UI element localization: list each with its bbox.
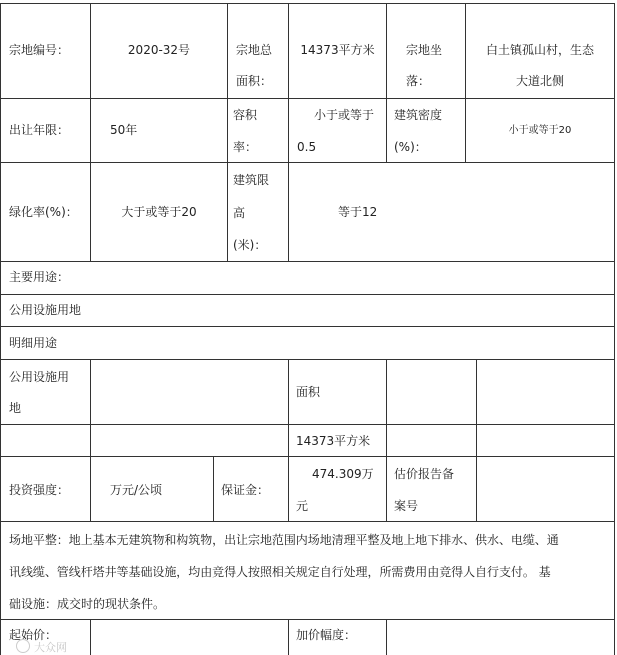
area-label: 面积： bbox=[236, 74, 273, 88]
rule-h bbox=[0, 359, 615, 360]
rule-h bbox=[0, 521, 615, 522]
watermark-icon bbox=[16, 639, 30, 653]
rule-v bbox=[386, 619, 387, 655]
rule-h bbox=[0, 619, 615, 620]
watermark-text: 大众网 bbox=[34, 641, 67, 654]
invest-unit: 万元/公顷 bbox=[110, 483, 163, 497]
height-label: 建筑限 bbox=[233, 173, 270, 187]
height-label: (米)： bbox=[233, 238, 267, 252]
increment-label: 加价幅度： bbox=[296, 628, 357, 642]
area-label: 宗地总 bbox=[236, 43, 273, 57]
detail-use-label: 明细用途 bbox=[9, 336, 58, 350]
site-text: 础设施：成交时的现状条件。 bbox=[9, 597, 166, 611]
deposit-label: 保证金： bbox=[221, 483, 270, 497]
far-label: 容积 bbox=[233, 108, 258, 122]
rule-h bbox=[0, 3, 615, 4]
invest-label: 投资强度： bbox=[9, 483, 70, 497]
density-label: 建筑密度 bbox=[394, 108, 443, 122]
green-value: 大于或等于20 bbox=[121, 205, 197, 219]
parcel-no-value: 2020-32号 bbox=[127, 43, 191, 57]
rule-v bbox=[476, 359, 477, 456]
site-text: 讯线缆、管线杆塔井等基础设施，均由竞得人按照相关规定自行处理，所需费用由竞得人自行支付。 基 bbox=[9, 565, 551, 579]
rule-v bbox=[90, 3, 91, 261]
rule-h bbox=[0, 456, 615, 457]
green-label: 绿化率(%)： bbox=[9, 205, 78, 219]
rule-v bbox=[288, 619, 289, 655]
height-label: 高 bbox=[233, 206, 246, 220]
report-label: 案号 bbox=[394, 499, 419, 513]
rule-h bbox=[0, 98, 615, 99]
rule-v bbox=[386, 3, 387, 162]
report-label: 估价报告备 bbox=[394, 467, 455, 481]
rule-v bbox=[213, 456, 214, 521]
rule-h bbox=[0, 294, 615, 295]
rule-v bbox=[227, 3, 228, 261]
main-use-value: 公用设施用地 bbox=[9, 303, 82, 317]
rule-v bbox=[288, 456, 289, 521]
area-value: 14373平方米 bbox=[300, 43, 375, 57]
location-label: 宗地坐 bbox=[406, 43, 443, 57]
watermark bbox=[0, 636, 90, 655]
density-value: 小于或等于20 bbox=[508, 125, 572, 136]
height-value: 等于12 bbox=[338, 205, 378, 219]
detail-area-label: 面积 bbox=[296, 385, 321, 399]
rule-h bbox=[0, 424, 615, 425]
deposit-value: 474.309万 bbox=[312, 467, 374, 481]
rule-v bbox=[0, 3, 1, 655]
rule-v bbox=[90, 359, 91, 456]
far-value: 小于或等于 bbox=[314, 108, 375, 122]
rule-h bbox=[0, 326, 615, 327]
term-label: 出让年限： bbox=[9, 123, 70, 137]
rule-v bbox=[386, 456, 387, 521]
rule-h bbox=[0, 162, 615, 163]
rule-v bbox=[288, 359, 289, 456]
location-value: 白土镇孤山村，生态 bbox=[485, 43, 594, 57]
main-use-label: 主要用途： bbox=[9, 270, 70, 284]
rule-v bbox=[90, 619, 91, 655]
location-value: 大道北侧 bbox=[515, 74, 564, 88]
detail-area-value: 14373平方米 bbox=[296, 434, 371, 448]
detail-use-value: 地 bbox=[9, 401, 22, 415]
rule-v bbox=[476, 456, 477, 521]
rule-v bbox=[288, 3, 289, 261]
parcel-no-label: 宗地编号： bbox=[9, 43, 70, 57]
far-value: 0.5 bbox=[297, 140, 317, 154]
term-value: 50年 bbox=[110, 123, 138, 137]
rule-h bbox=[0, 261, 615, 262]
rule-v bbox=[614, 3, 615, 655]
location-label: 落： bbox=[406, 74, 431, 88]
far-label: 率： bbox=[233, 140, 258, 154]
deposit-value: 元 bbox=[296, 499, 309, 513]
detail-use-value: 公用设施用 bbox=[9, 370, 70, 384]
density-label: (%)： bbox=[394, 140, 427, 154]
site-text: 场地平整：地上基本无建筑物和构筑物，出让宗地范围内场地清理平整及地上地下排水、供水、电缆、通 bbox=[9, 533, 559, 547]
rule-v bbox=[90, 456, 91, 521]
start-price-label: 起始价： bbox=[9, 628, 58, 642]
rule-v bbox=[386, 359, 387, 456]
